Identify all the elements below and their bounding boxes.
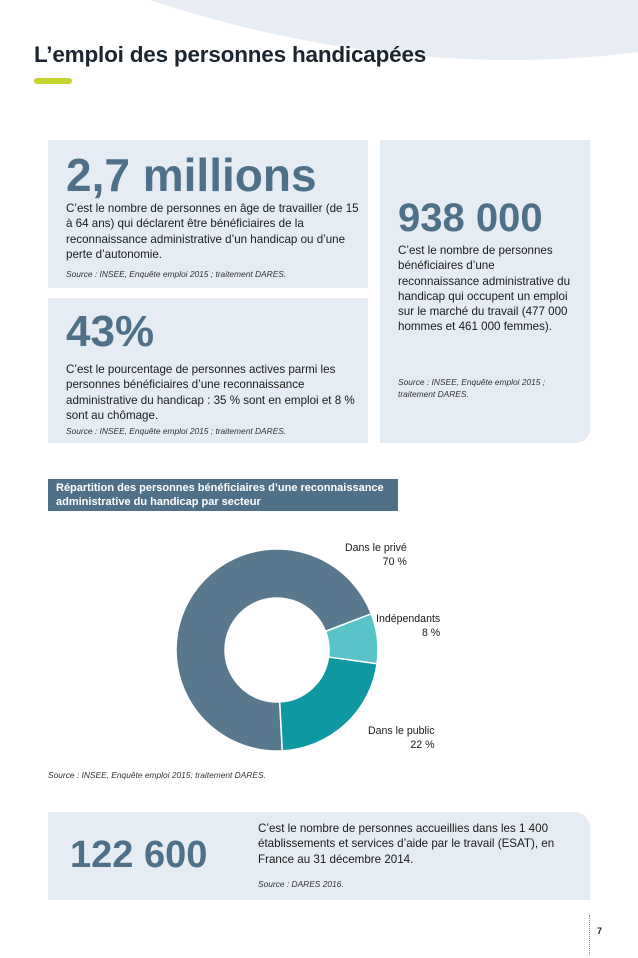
slice-label-value: 22 % (410, 739, 435, 751)
slice-label-value: 8 % (421, 627, 441, 639)
page-number-rule (589, 915, 590, 955)
stat-value: 938 000 (398, 196, 543, 240)
slice-label-independants (376, 612, 440, 640)
slice-public (280, 657, 377, 751)
sector-donut-chart (170, 549, 385, 751)
stat-card-active-rate (48, 298, 368, 443)
slice-label-name: Dans le privé (345, 542, 407, 554)
stat-source: Source : DARES 2016. (258, 879, 344, 889)
stat-card-esat (48, 812, 590, 900)
stat-card-employed (380, 140, 590, 443)
stat-value: 2,7 millions (66, 149, 317, 201)
stat-card-workforce (48, 140, 368, 288)
slice-label-prive (345, 541, 407, 569)
title-underline (34, 78, 72, 84)
stat-description: C’est le nombre de personnes bénéficiaires d’une reconnaissance administrative du handicap qui occupent un emploi sur le marché du travail (477 000 hommes et 461 000 femmes). (398, 244, 571, 334)
slice-label-name: Indépendants (376, 613, 441, 625)
stat-description: C’est le nombre de personnes accueillies dans les 1 400 établissements et services d’aide par le travail (ESAT), en France au 31 décembre 2014. (258, 822, 555, 866)
slice-label-public (368, 724, 435, 752)
stat-value: 122 600 (70, 834, 208, 876)
stat-source: Source : INSEE, Enquête emploi 2015 ; traitement DARES. (66, 269, 287, 279)
page-title: L’emploi des personnes handicapées (34, 42, 427, 67)
page-number: 7 (597, 926, 603, 936)
stat-value: 43% (66, 307, 155, 356)
chart-section-title: Répartition des personnes bénéficiaires d’une reconnaissance administrative du handicap par secteur (48, 479, 398, 511)
slice-label-name: Dans le public (368, 725, 435, 737)
stat-source: Source : INSEE, Enquête emploi 2015 ; traitement DARES. (66, 426, 287, 436)
chart-source: Source : INSEE, Enquête emploi 2015; traitement DARES. (48, 770, 266, 780)
stat-description: C’est le nombre de personnes en âge de travailler (de 15 à 64 ans) qui déclarent être bénéficiaires de la reconnaissance administrative d’un handicap ou d’une perte d’autonomie. (66, 202, 359, 261)
stat-source: Source : INSEE, Enquête emploi 2015 ; traitement DARES. (398, 377, 546, 399)
stat-description: C’est le pourcentage de personnes actives parmi les personnes bénéficiaires d’une reconnaissance administrative du handicap : 35 % sont en emploi et 8 % sont au chômage. (66, 363, 355, 422)
slice-label-value: 70 % (382, 556, 407, 568)
